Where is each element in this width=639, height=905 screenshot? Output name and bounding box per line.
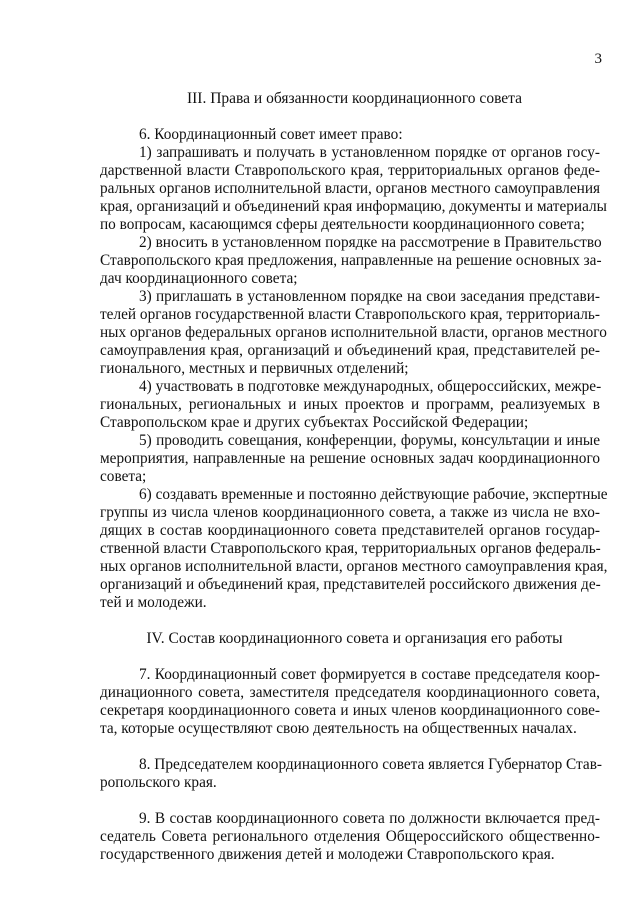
section-3-title: III. Права и обязанности координационного совета <box>186 90 523 107</box>
text-line: 2) вносить в установленном порядке на рассмотрение в Правительство <box>139 234 602 251</box>
text-line: Ставропольском крае и других субъектах Российской Федерации; <box>100 414 529 431</box>
text-line: телей органов государственной власти Ставропольского края, территориаль- <box>100 306 600 323</box>
text-line: секретаря координационного совета и иных членов координационного сове- <box>100 702 600 719</box>
text-line: гиональных, региональных и иных проектов и программ, реализуемых в <box>100 396 600 413</box>
text-line: государственного движения детей и молодежи Ставропольского края. <box>100 846 555 863</box>
text-line: ных органов федеральных органов исполнительной власти, органов местного <box>100 324 607 341</box>
text-line: дач координационного совета; <box>100 270 298 287</box>
text-line: ственной власти Ставропольского края, территориальных органов федераль- <box>100 540 601 557</box>
text-line: ральных органов исполнительной власти, органов местного самоуправления <box>100 180 601 197</box>
text-line: Ставропольского края предложения, направленные на решение основных за- <box>100 252 602 269</box>
text-line: 8. Председателем координационного совета является Губернатор Став- <box>139 756 603 773</box>
text-line: 7. Координационный совет формируется в составе председателя коор- <box>139 666 600 683</box>
text-line: 5) проводить совещания, конференции, форумы, консультации и иные <box>139 432 600 449</box>
text-line: динационного совета, заместителя председателя координационного совета, <box>100 684 600 701</box>
page-number: 3 <box>594 51 602 67</box>
section-4-title: IV. Состав координационного совета и организация его работы <box>146 630 563 647</box>
text-line: 4) участвовать в подготовке международных, общероссийских, межре- <box>139 378 602 395</box>
text-line: края, организаций и объединений края информацию, документы и материалы <box>100 198 607 215</box>
item-6-intro: 6. Координационный совет имеет право: <box>139 126 403 143</box>
text-line: дящих в состав координационного совета представителей органов государ- <box>100 522 600 539</box>
text-line: 9. В состав координационного совета по должности включается пред- <box>139 810 600 827</box>
text-line: самоуправления края, организаций и объединений края, представителей ре- <box>100 342 600 359</box>
text-line: организаций и объединений края, представителей российского движения де- <box>100 576 601 593</box>
text-line: мероприятия, направленные на решение основных задач координационного <box>100 450 600 467</box>
text-line: совета; <box>100 468 147 485</box>
text-line: гионального, местных и первичных отделений; <box>100 360 409 377</box>
text-line: по вопросам, касающимся сферы деятельности координационного совета; <box>100 216 585 233</box>
text-line: дарственной власти Ставропольского края, территориальных органов феде- <box>100 162 600 179</box>
text-line: та, которые осуществляют свою деятельность на общественных началах. <box>100 720 577 737</box>
text-line: 6) создавать временные и постоянно действующие рабочие, экспертные <box>139 486 608 503</box>
text-line: ропольского края. <box>100 774 217 791</box>
text-line: группы из числа членов координационного совета, а также из числа не вхо- <box>100 504 600 521</box>
text-line: 1) запрашивать и получать в установленном порядке от органов госу- <box>139 144 600 161</box>
text-line: тей и молодежи. <box>100 594 207 611</box>
text-line: седатель Совета регионального отделения Общероссийского общественно- <box>100 828 600 845</box>
text-line: 3) приглашать в установленном порядке на свои заседания представи- <box>139 288 600 305</box>
text-line: ных органов исполнительной власти, органов местного самоуправления края, <box>100 558 608 575</box>
